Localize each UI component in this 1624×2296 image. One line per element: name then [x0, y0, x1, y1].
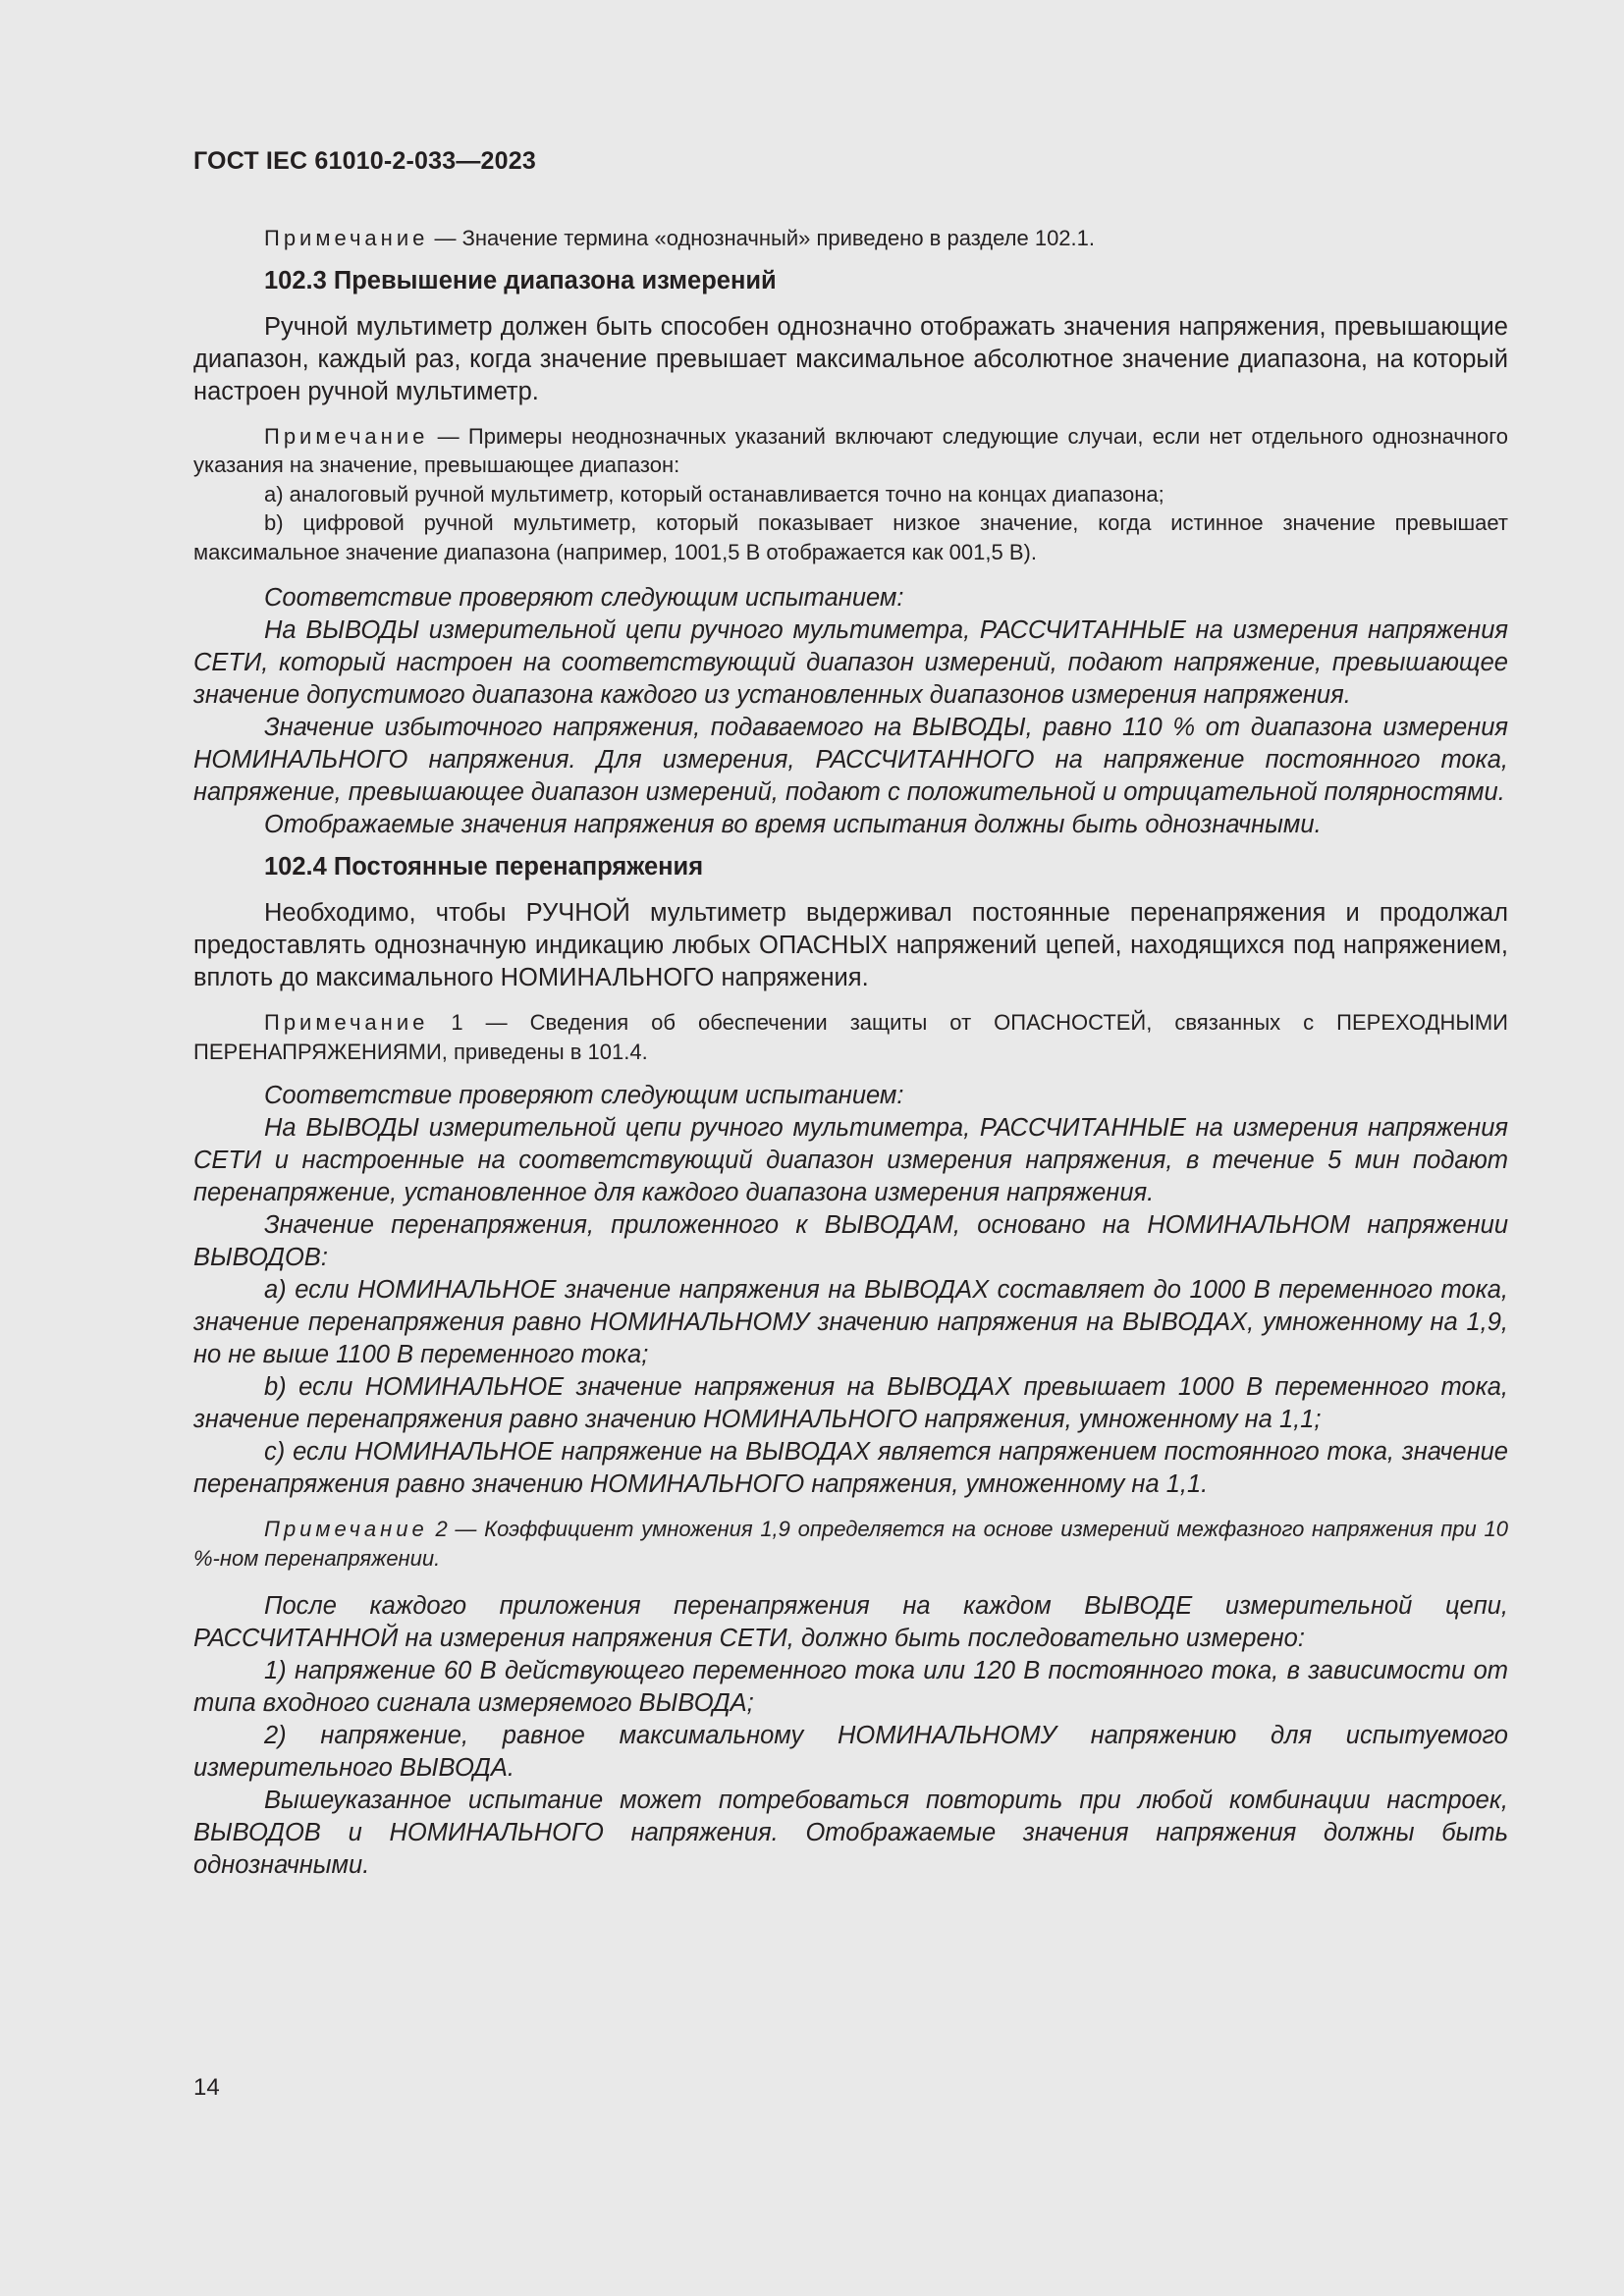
section-heading-102-4: 102.4 Постоянные перенапряжения: [264, 853, 704, 881]
test-item-b: b) если НОМИНАЛЬНОЕ значение напряжения на ВЫВОДАХ превышает 1000 В переменного тока, значение перенапряжения равно значению НОМИНАЛЬНОГО напряжения, умноженному на 1,1;: [193, 1373, 1508, 1433]
document-header: ГОСТ IEC 61010-2-033—2023: [193, 147, 536, 175]
compliance-intro: Соответствие проверяют следующим испытанием:: [264, 584, 904, 612]
test-item-c: c) если НОМИНАЛЬНОЕ напряжение на ВЫВОДАХ является напряжением постоянного тока, значение перенапряжения равно значению НОМИНАЛЬНОГО напряжения, умноженному на 1,1.: [193, 1438, 1508, 1498]
note-text: 1 — Сведения об обеспечении защиты от ОПАСНОСТЕЙ, связанных с ПЕРЕХОДНЫМИ ПЕРЕНАПРЯЖЕНИЯМИ, приведены в 101.4.: [193, 1010, 1508, 1064]
compliance-intro: Соответствие проверяют следующим испытанием:: [264, 1082, 904, 1109]
note-examples: [193, 422, 1508, 480]
test-paragraph-3: Отображаемые значения напряжения во время испытания должны быть однозначными.: [264, 811, 1322, 838]
note-label: Примечание: [264, 226, 429, 250]
document-body: [193, 224, 1508, 1882]
page-number: 14: [193, 2074, 220, 2101]
note-label: Примечание: [264, 423, 429, 449]
note-label: Примечание: [264, 1010, 429, 1035]
note-2: [193, 1515, 1508, 1573]
after-test-item-1: 1) напряжение 60 В действующего переменного тока или 120 В постоянного тока, в зависимости от типа входного сигнала измеряемого ВЫВОДА;: [193, 1657, 1508, 1717]
note-text: — Примеры неоднозначных указаний включают следующие случаи, если нет отдельного однозначного указания на значение, превышающее диапазон:: [193, 423, 1508, 477]
note-label: Примечание: [264, 1517, 428, 1541]
note-text: — Значение термина «однозначный» приведено в разделе 102.1.: [434, 226, 1095, 250]
note-item-b: b) цифровой ручной мультиметр, который показывает низкое значение, когда истинное значение превышает максимальное значение диапазона (например, 1001,5 В отображается как 001,5 В).: [193, 510, 1508, 564]
note-term: [193, 224, 1508, 253]
test-paragraph-1: На ВЫВОДЫ измерительной цепи ручного мультиметра, РАССЧИТАННЫЕ на измерения напряжения СЕТИ, который настроен на соответствующий диапазон измерений, подают напряжение, превышающее значение допустимого диапазона каждого из установленных диапазонов измерения напряжения.: [193, 616, 1508, 709]
section-102-4-paragraph: Необходимо, чтобы РУЧНОЙ мультиметр выдерживал постоянные перенапряжения и продолжал предоставлять однозначную индикацию любых ОПАСНЫХ напряжений цепей, находящихся под напряжением, вплоть до максимального НОМИНАЛЬНОГО напряжения.: [193, 899, 1508, 991]
section-102-3-paragraph: Ручной мультиметр должен быть способен однозначно отображать значения напряжения, превышающие диапазон, каждый раз, когда значение превышает максимальное абсолютное значение диапазона, на который настроен ручной мультиметр.: [193, 312, 1508, 405]
test-paragraph-2: Значение избыточного напряжения, подаваемого на ВЫВОДЫ, равно 110 % от диапазона измерения НОМИНАЛЬНОГО напряжения. Для измерения, РАССЧИТАННОГО на напряжение постоянного тока, напряжение, превышающее диапазон измерений, подают с положительной и отрицательной полярностями.: [193, 714, 1508, 806]
note-1: [193, 1008, 1508, 1066]
final-paragraph: Вышеуказанное испытание может потребоваться повторить при любой комбинации настроек, ВЫВОДОВ и НОМИНАЛЬНОГО напряжения. Отображаемые значения напряжения должны быть однозначными.: [193, 1787, 1508, 1879]
note-item-a: a) аналоговый ручной мультиметр, который останавливается точно на концах диапазона;: [264, 481, 1164, 507]
section-heading-102-3: 102.3 Превышение диапазона измерений: [264, 266, 777, 294]
test-paragraph-2: Значение перенапряжения, приложенного к ВЫВОДАМ, основано на НОМИНАЛЬНОМ напряжении ВЫВОДОВ:: [193, 1211, 1508, 1271]
test-paragraph-1: На ВЫВОДЫ измерительной цепи ручного мультиметра, РАССЧИТАННЫЕ на измерения напряжения СЕТИ и настроенные на соответствующий диапазон измерения напряжения, в течение 5 мин подают перенапряжение, установленное для каждого диапазона измерения напряжения.: [193, 1114, 1508, 1206]
after-test-paragraph: После каждого приложения перенапряжения на каждом ВЫВОДЕ измерительной цепи, РАССЧИТАННОЙ на измерения напряжения СЕТИ, должно быть последовательно измерено:: [193, 1592, 1508, 1652]
test-item-a: a) если НОМИНАЛЬНОЕ значение напряжения на ВЫВОДАХ составляет до 1000 В переменного тока, значение перенапряжения равно НОМИНАЛЬНОМУ значению напряжения на ВЫВОДАХ, умноженному на 1,9, но не выше 1100 В переменного тока;: [193, 1276, 1508, 1368]
after-test-item-2: 2) напряжение, равное максимальному НОМИНАЛЬНОМУ напряжению для испытуемого измерительного ВЫВОДА.: [193, 1722, 1508, 1782]
note-text: 2 — Коэффициент умножения 1,9 определяется на основе измерений межфазного напряжения при 10 %-ном перенапряжении.: [193, 1517, 1508, 1571]
